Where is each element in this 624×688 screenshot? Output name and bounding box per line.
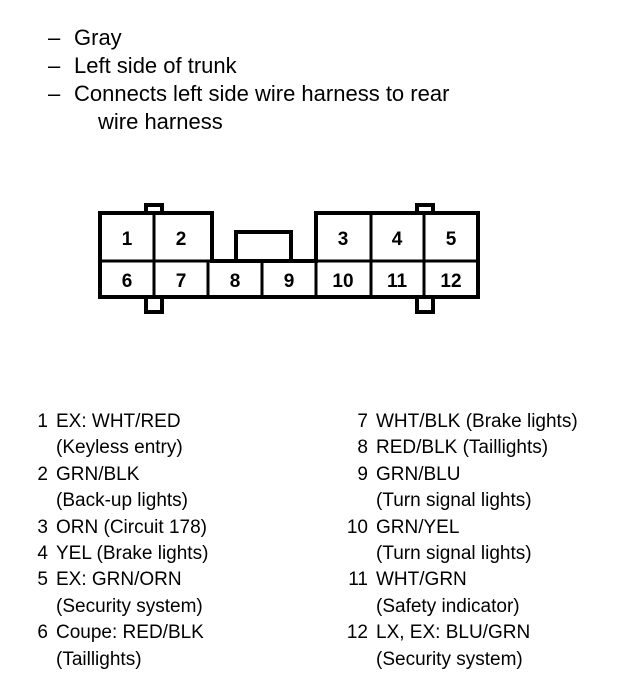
- legend-entry: [342, 567, 578, 593]
- pin-label: 7: [175, 271, 187, 292]
- note-continuation: wire harness: [98, 109, 223, 134]
- legend-entry: [342, 620, 578, 646]
- legend-num: 4: [37, 543, 48, 565]
- legend-entry-detail: (Keyless entry): [56, 437, 183, 459]
- legend-text: YEL (Brake lights): [56, 543, 209, 565]
- legend-text: GRN/BLU: [376, 463, 461, 485]
- legend-text: WHT/BLK (Brake lights): [376, 411, 578, 432]
- legend-num: 12: [346, 622, 368, 644]
- legend-text: EX: WHT/RED: [56, 411, 181, 432]
- legend-text: Coupe: RED/BLK: [56, 622, 204, 644]
- legend-entry-detail: (Security system): [56, 595, 203, 617]
- legend-entry: [342, 435, 578, 461]
- lock-tab-bottom-right: [417, 297, 433, 312]
- pin-label: 6: [121, 271, 133, 292]
- legend-entry: [20, 620, 208, 646]
- legend-text: EX: GRN/ORN: [56, 569, 182, 591]
- legend-num: 3: [37, 516, 48, 538]
- legend-text: ORN (Circuit 178): [56, 516, 207, 538]
- pin-label: 5: [445, 229, 457, 250]
- legend-num: 2: [37, 463, 48, 485]
- legend-text: WHT/GRN: [376, 569, 467, 591]
- pin-legend-right: [342, 409, 578, 673]
- legend-entry-detail: (Back-up lights): [56, 490, 188, 512]
- note-text: Connects left side wire harness to rear: [74, 81, 450, 106]
- legend-text: GRN/BLK: [56, 463, 140, 485]
- legend-entry: [20, 541, 208, 567]
- legend-num: 5: [37, 569, 48, 591]
- legend-entry: [342, 462, 578, 488]
- pin-label: 10: [332, 271, 354, 292]
- lock-tab-top-left: [146, 205, 162, 213]
- lock-tab-top-right: [417, 205, 433, 213]
- legend-entry: [20, 409, 208, 435]
- pin-label: 2: [175, 229, 187, 250]
- legend-entry: [342, 515, 578, 541]
- legend-entry: [20, 567, 208, 593]
- legend-entry-detail: (Safety indicator): [376, 595, 520, 617]
- pin-legend-left: [20, 409, 208, 673]
- lock-tab-bottom-left: [146, 297, 162, 312]
- connector-latch: [236, 232, 291, 261]
- note-text: Left side of trunk: [74, 53, 237, 78]
- note-dash: –: [48, 25, 61, 50]
- legend-text: GRN/YEL: [376, 516, 460, 538]
- legend-entry: [20, 462, 208, 488]
- legend-entry-detail: (Taillights): [56, 648, 142, 670]
- pin-label: 9: [283, 271, 295, 292]
- legend-num: 9: [357, 463, 368, 485]
- legend-text: LX, EX: BLU/GRN: [376, 622, 531, 644]
- pin-label: 8: [229, 271, 241, 292]
- legend-entry: [342, 409, 578, 435]
- legend-entry-detail: (Turn signal lights): [376, 543, 532, 565]
- pin-label: 1: [121, 229, 133, 250]
- pin-label: 4: [391, 229, 403, 250]
- note-dash: –: [48, 53, 61, 78]
- legend-entry: [20, 515, 208, 541]
- legend-num: 7: [357, 411, 368, 432]
- note-text: Gray: [74, 25, 122, 50]
- pin-label: 3: [337, 229, 349, 250]
- legend-num: 8: [357, 437, 368, 459]
- legend-num: 11: [348, 569, 368, 591]
- legend-entry-detail: (Turn signal lights): [376, 490, 532, 512]
- pin-label: 12: [440, 271, 462, 292]
- legend-num: 10: [346, 516, 368, 538]
- legend-num: 1: [37, 411, 48, 432]
- pin-label: 11: [386, 271, 408, 292]
- legend-entry-detail: (Security system): [376, 648, 523, 670]
- legend-text: RED/BLK (Taillights): [376, 437, 549, 459]
- legend-num: 6: [37, 622, 48, 644]
- note-dash: –: [48, 81, 61, 106]
